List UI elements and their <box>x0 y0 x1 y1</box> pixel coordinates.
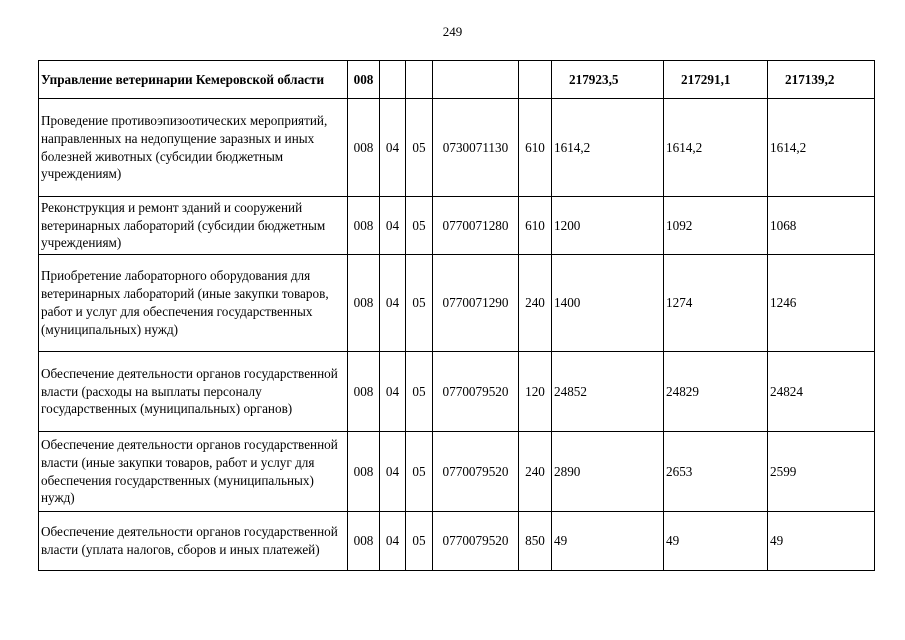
cell-target: 0770079520 <box>433 512 519 571</box>
cell-amount-2: 49 <box>664 512 768 571</box>
cell-subsection: 05 <box>406 352 433 432</box>
cell-subsection: 05 <box>406 432 433 512</box>
cell-amount-1: 49 <box>552 512 664 571</box>
cell-subsection: 05 <box>406 255 433 352</box>
cell-target: 0770071290 <box>433 255 519 352</box>
table-header-row <box>39 61 875 99</box>
table-row <box>39 99 875 197</box>
cell-amount-3: 24824 <box>768 352 875 432</box>
cell-expense: 850 <box>519 512 552 571</box>
cell-amount-1: 217923,5 <box>552 61 664 99</box>
table-row <box>39 432 875 512</box>
cell-name: Реконструкция и ремонт зданий и сооружений ветеринарных лабораторий (субсидии бюджетным учреждениям) <box>39 197 348 255</box>
cell-amount-2: 1274 <box>664 255 768 352</box>
cell-section <box>380 61 406 99</box>
table-row <box>39 352 875 432</box>
cell-target: 0730071130 <box>433 99 519 197</box>
cell-amount-3: 1614,2 <box>768 99 875 197</box>
cell-section: 04 <box>380 352 406 432</box>
cell-expense: 240 <box>519 432 552 512</box>
cell-section: 04 <box>380 99 406 197</box>
cell-amount-3: 2599 <box>768 432 875 512</box>
cell-ministry: 008 <box>348 99 380 197</box>
cell-ministry: 008 <box>348 512 380 571</box>
cell-amount-1: 24852 <box>552 352 664 432</box>
cell-amount-3: 49 <box>768 512 875 571</box>
table-row <box>39 512 875 571</box>
cell-target: 0770079520 <box>433 352 519 432</box>
cell-expense: 240 <box>519 255 552 352</box>
cell-amount-1: 2890 <box>552 432 664 512</box>
cell-name: Обеспечение деятельности органов государственной власти (иные закупки товаров, работ и услуг для обеспечения государственных (муниципальных) нужд) <box>39 432 348 512</box>
cell-subsection <box>406 61 433 99</box>
cell-ministry: 008 <box>348 61 380 99</box>
cell-ministry: 008 <box>348 352 380 432</box>
cell-name: Обеспечение деятельности органов государственной власти (расходы на выплаты персоналу государственных (муниципальных) органов) <box>39 352 348 432</box>
page-number: 249 <box>442 24 463 39</box>
cell-subsection: 05 <box>406 512 433 571</box>
cell-ministry: 008 <box>348 432 380 512</box>
cell-amount-1: 1200 <box>552 197 664 255</box>
cell-target: 0770079520 <box>433 432 519 512</box>
cell-expense <box>519 61 552 99</box>
cell-subsection: 05 <box>406 197 433 255</box>
cell-amount-3: 1068 <box>768 197 875 255</box>
cell-name: Обеспечение деятельности органов государственной власти (уплата налогов, сборов и иных платежей) <box>39 512 348 571</box>
cell-amount-2: 1092 <box>664 197 768 255</box>
cell-amount-2: 217291,1 <box>664 61 768 99</box>
cell-amount-2: 1614,2 <box>664 99 768 197</box>
cell-name: Проведение противоэпизоотических мероприятий, направленных на недопущение заразных и иных болезней животных (субсидии бюджетным учреждениям) <box>39 99 348 197</box>
cell-section: 04 <box>380 512 406 571</box>
table-row <box>39 197 875 255</box>
cell-ministry: 008 <box>348 197 380 255</box>
cell-amount-2: 24829 <box>664 352 768 432</box>
cell-section: 04 <box>380 255 406 352</box>
cell-target: 0770071280 <box>433 197 519 255</box>
cell-section: 04 <box>380 197 406 255</box>
cell-amount-1: 1614,2 <box>552 99 664 197</box>
cell-amount-3: 1246 <box>768 255 875 352</box>
cell-amount-1: 1400 <box>552 255 664 352</box>
cell-section: 04 <box>380 432 406 512</box>
cell-name: Управление ветеринарии Кемеровской области <box>39 61 348 99</box>
cell-expense: 120 <box>519 352 552 432</box>
cell-expense: 610 <box>519 99 552 197</box>
cell-amount-3: 217139,2 <box>768 61 875 99</box>
cell-subsection: 05 <box>406 99 433 197</box>
cell-ministry: 008 <box>348 255 380 352</box>
cell-amount-2: 2653 <box>664 432 768 512</box>
cell-name: Приобретение лабораторного оборудования для ветеринарных лабораторий (иные закупки товаров, работ и услуг для обеспечения государственных (муниципальных) нужд) <box>39 255 348 352</box>
cell-expense: 610 <box>519 197 552 255</box>
cell-target <box>433 61 519 99</box>
table-row <box>39 255 875 352</box>
budget-table <box>38 60 875 571</box>
